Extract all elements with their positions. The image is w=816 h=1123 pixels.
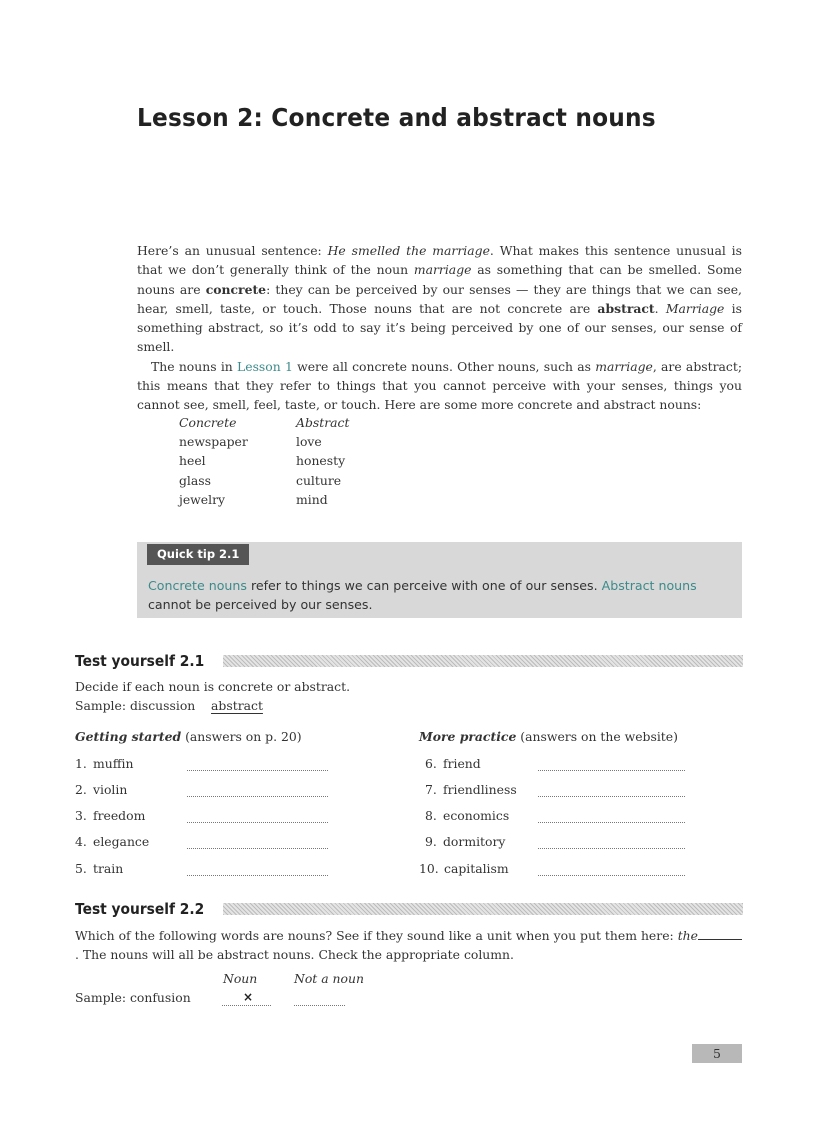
test-2-1-instruction: Decide if each noun is concrete or abstract. — [75, 679, 351, 694]
table-row — [179, 490, 349, 509]
not-noun-check-field[interactable] — [294, 1005, 345, 1006]
quick-tip-label: Quick tip 2.1 — [147, 544, 249, 565]
concrete-header: Concrete — [179, 415, 237, 430]
not-noun-column-header: Not a noun — [294, 971, 364, 986]
intro-paragraph-2: The nouns in Lesson 1 were all concrete nouns. Other nouns, such as marriage, are abstract; this means that they refer to things that you cannot perceive with your senses, things you cannot see, smell, feel, taste, or touch. Here are some more concrete and abstract nouns: — [137, 358, 742, 413]
answer-field[interactable] — [538, 770, 685, 771]
list-item: 4. elegance — [75, 834, 150, 849]
concrete-noun: newspaper — [179, 434, 248, 450]
sample-answer: abstract — [211, 698, 263, 713]
section-title: Test yourself 2.1 — [75, 652, 205, 670]
list-item: 7. friendliness — [425, 782, 517, 797]
concrete-noun: jewelry — [179, 491, 225, 507]
test-2-2-instruction: Which of the following words are nouns? See if they sound like a unit when you put them here: the. The nouns will all be abstract nouns. Check the appropriate column. — [75, 926, 742, 964]
table-row — [179, 451, 349, 470]
answer-field[interactable] — [538, 796, 685, 797]
table-row — [179, 471, 349, 490]
section-rule — [223, 903, 743, 915]
lesson-1-link[interactable]: Lesson 1 — [237, 358, 293, 374]
answer-field[interactable] — [538, 822, 685, 823]
answer-field[interactable] — [187, 848, 328, 849]
blank-line — [698, 939, 742, 940]
check-mark-icon: × — [243, 990, 254, 1004]
answer-field[interactable] — [187, 822, 328, 823]
answer-field[interactable] — [187, 875, 328, 876]
list-item: 8. economics — [425, 808, 510, 823]
answer-field[interactable] — [538, 848, 685, 849]
list-item: 5. train — [75, 861, 124, 876]
intro-text — [137, 241, 742, 415]
quick-tip-text: Concrete nouns refer to things we can perceive with one of our senses. Abstract nouns cannot be perceived by our senses. — [148, 578, 697, 612]
table-row — [179, 432, 349, 451]
noun-examples-table — [179, 413, 349, 509]
concrete-noun: glass — [179, 472, 211, 488]
abstract-header: Abstract — [296, 415, 350, 430]
test-2-1-sample: Sample: discussion abstract — [75, 698, 263, 713]
test-2-2-sample: Sample: confusion — [75, 990, 191, 1005]
getting-started-heading: Getting started (answers on p. 20) — [75, 729, 302, 744]
answer-field[interactable] — [538, 875, 685, 876]
noun-check-field[interactable] — [222, 1005, 271, 1006]
list-item: 1. muffin — [75, 756, 134, 771]
answer-field[interactable] — [187, 770, 328, 771]
list-item: 2. violin — [75, 782, 128, 797]
abstract-noun: culture — [296, 472, 342, 488]
section-title: Test yourself 2.2 — [75, 900, 205, 918]
test-2-2-heading — [75, 899, 743, 919]
test-2-1-heading — [75, 651, 743, 671]
abstract-noun: honesty — [296, 453, 346, 469]
abstract-noun: love — [296, 434, 322, 450]
section-rule — [223, 655, 743, 667]
noun-column-header: Noun — [223, 971, 258, 986]
page-number: 5 — [692, 1044, 742, 1063]
list-item: 3. freedom — [75, 808, 146, 823]
list-item: 10. capitalism — [419, 861, 509, 876]
noun-table-header — [179, 413, 349, 432]
list-item: 9. dormitory — [425, 834, 506, 849]
abstract-noun: mind — [296, 491, 328, 507]
answer-field[interactable] — [187, 796, 328, 797]
page-title: Lesson 2: Concrete and abstract nouns — [137, 103, 656, 132]
more-practice-heading: More practice (answers on the website) — [419, 729, 678, 744]
intro-paragraph-1: Here’s an unusual sentence: He smelled the marriage. What makes this sentence unusual is that we don’t generally think of the noun marriage as something that can be smelled. Some nouns are concrete: they can be perceived by our senses — they are things that we can see, hear, smell, taste, or touch. Those nouns that are not concrete are abstract. Marriage is something abstract, so it’s odd to say it’s being perceived by one of our senses, our sense of smell. — [137, 243, 742, 355]
list-item: 6. friend — [425, 756, 481, 771]
quick-tip-box — [137, 542, 742, 618]
concrete-noun: heel — [179, 453, 206, 469]
